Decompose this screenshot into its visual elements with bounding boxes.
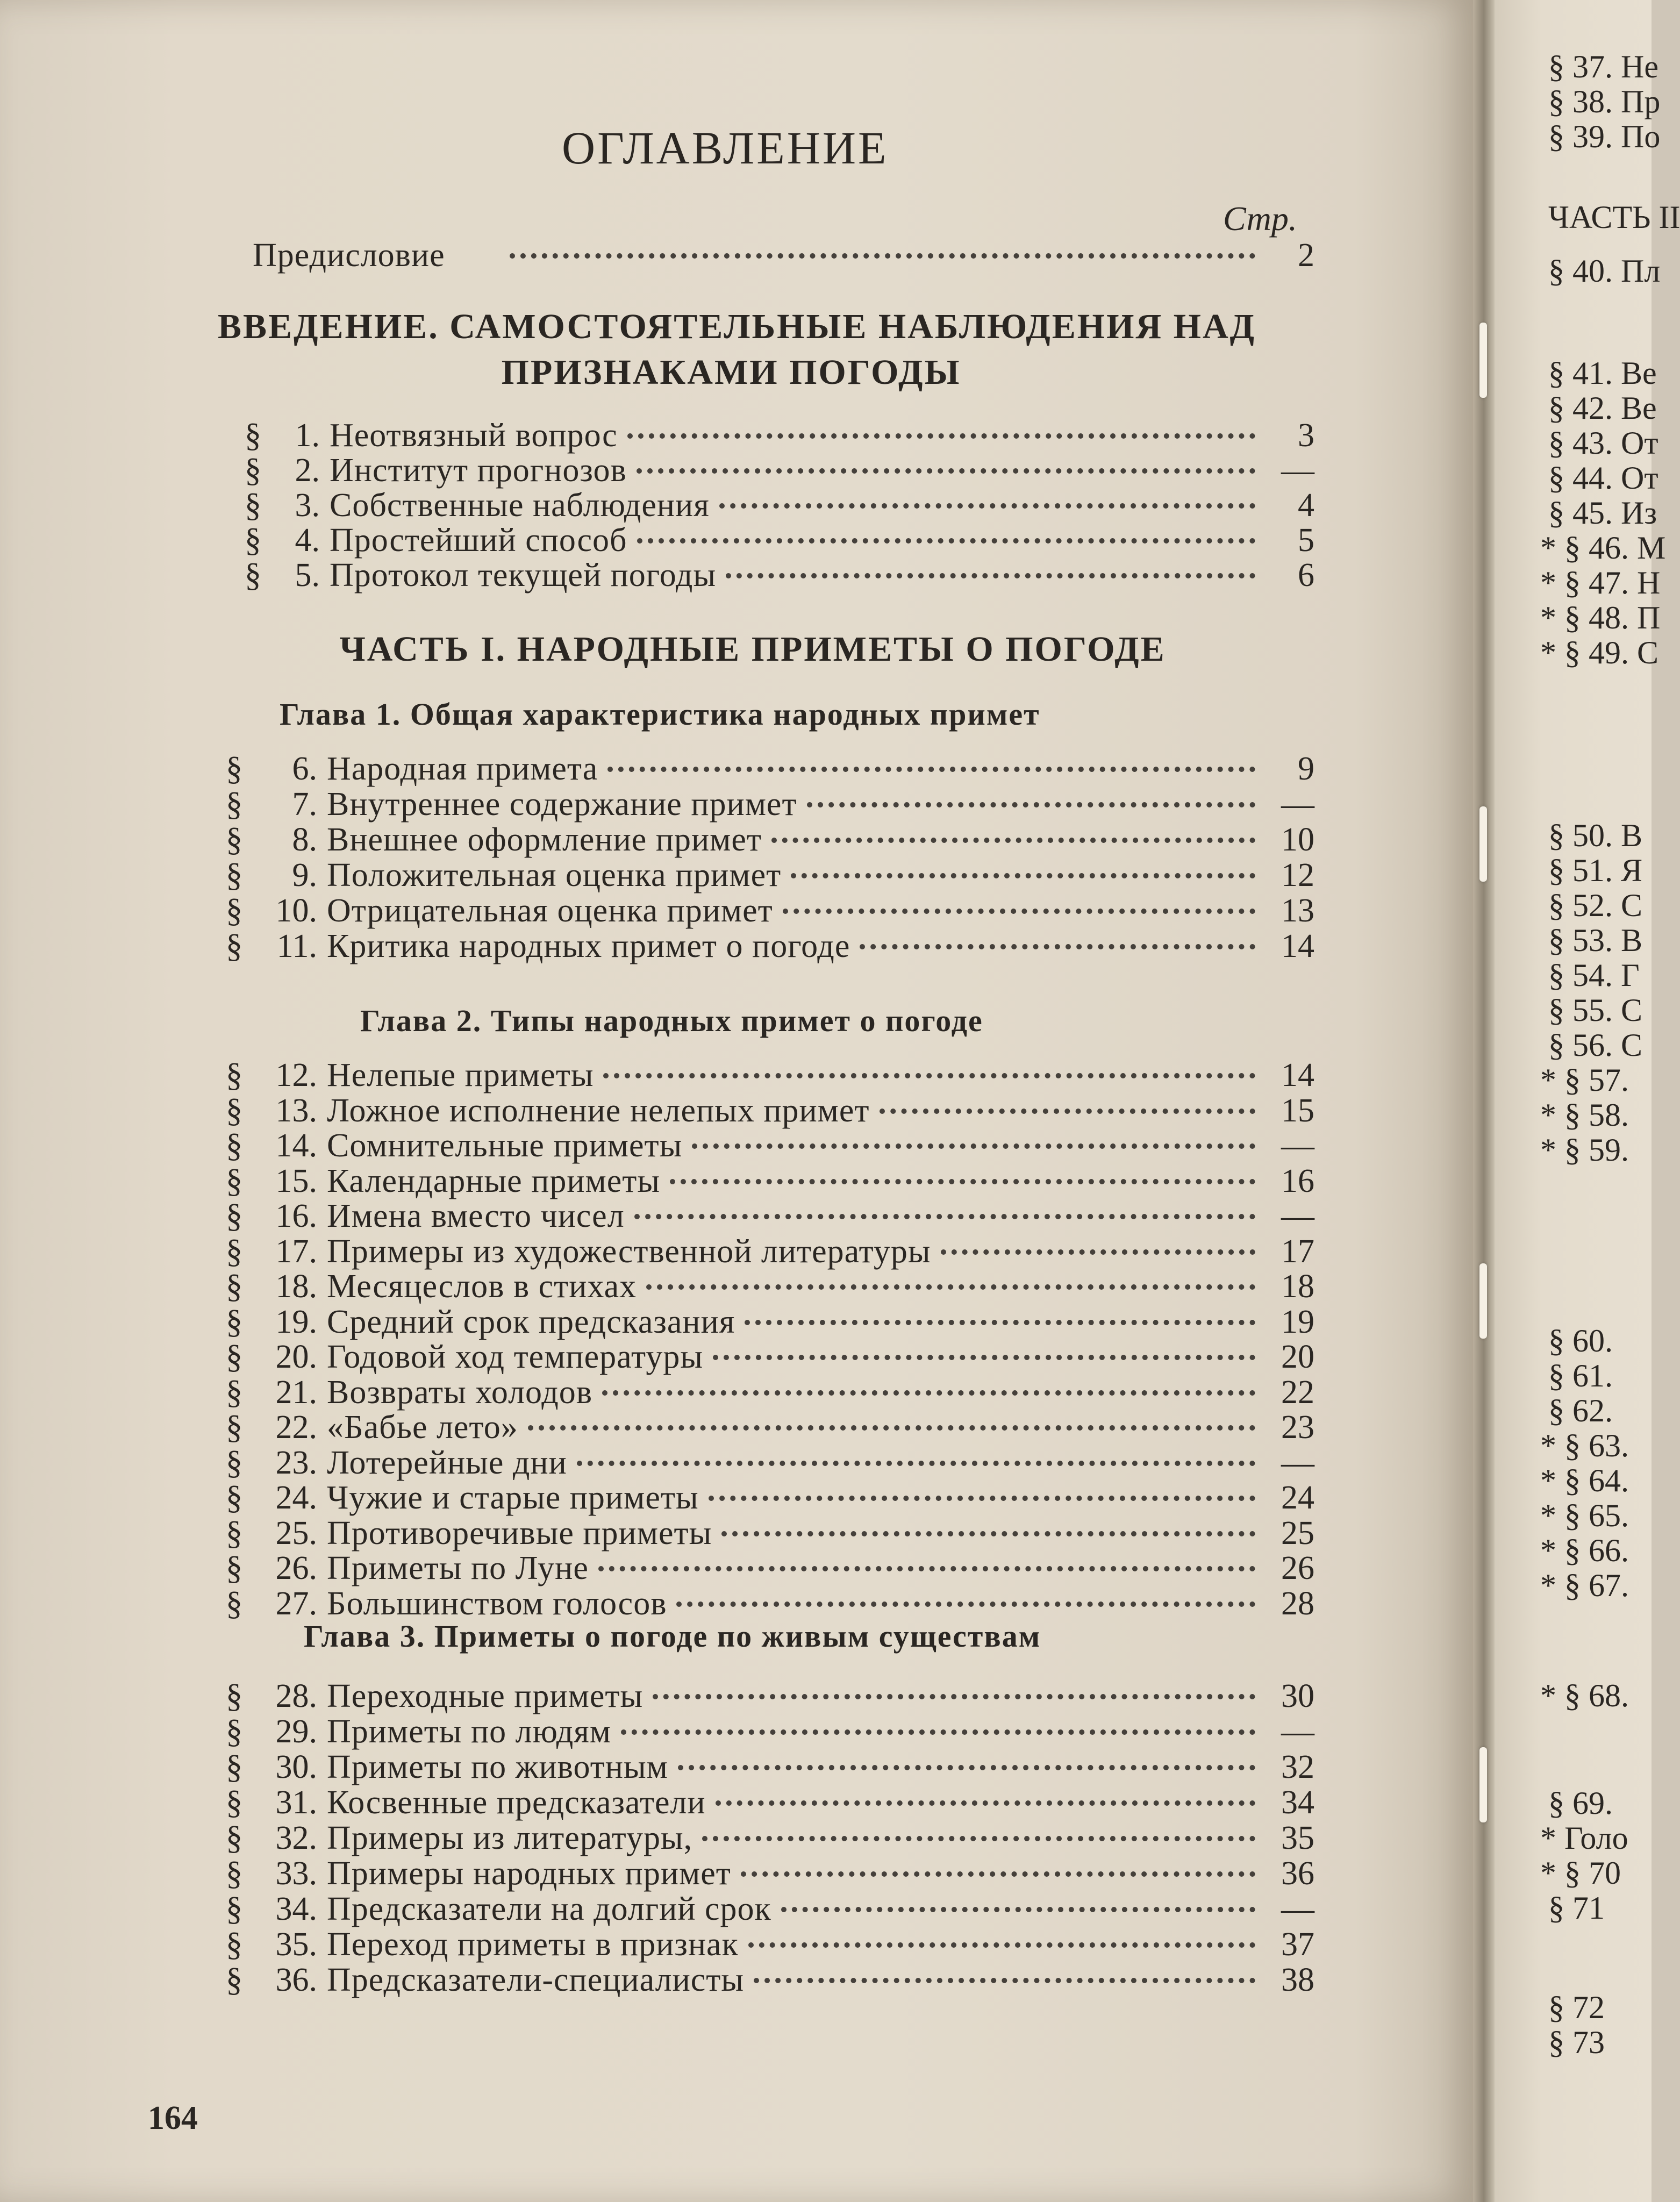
leader-dots [716, 1800, 1255, 1806]
section-number: 34. [275, 1891, 317, 1927]
toc-entry-text: Календарные приметы [327, 1162, 661, 1199]
leader-dots [709, 1496, 1255, 1501]
toc-page-number: 2 [1298, 237, 1314, 274]
right-page-fragment: § 53. В [1548, 923, 1643, 958]
toc-entry-text: Собственные наблюдения [330, 487, 710, 524]
section-sign: § [226, 1585, 242, 1622]
toc-entry-text: «Бабье лето» [327, 1409, 518, 1446]
leader-dots [598, 1566, 1255, 1571]
toc-page-number: 25 [1281, 1514, 1314, 1552]
toc-page-number: — [1281, 1127, 1314, 1164]
toc-page-number: 10 [1281, 821, 1314, 858]
toc-entry-text: Лотерейные дни [327, 1444, 567, 1481]
leader-dots [745, 1320, 1255, 1325]
right-page-fragment: § 50. В [1548, 818, 1643, 853]
toc-entry-text: Предсказатели на долгий срок [327, 1891, 771, 1927]
toc-row [226, 1819, 1314, 1858]
section-number: 12. [275, 1057, 317, 1093]
section-sign: § [226, 786, 242, 823]
binding-stitch [1479, 1747, 1487, 1822]
toc-entry-text: Примеры народных примет [327, 1855, 731, 1892]
section-number: 15. [275, 1162, 317, 1199]
section-number: 28. [275, 1678, 317, 1714]
toc-page-number: 14 [1281, 1057, 1314, 1093]
right-page-fragment: * § 58. [1540, 1097, 1629, 1133]
section-sign: § [226, 1514, 242, 1552]
section-number: 8. [292, 821, 317, 858]
toc-page-number: — [1281, 1891, 1314, 1927]
section-sign: § [226, 1784, 242, 1821]
toc-row [226, 1303, 1314, 1342]
section-number: 25. [275, 1514, 317, 1552]
leader-dots [719, 503, 1255, 509]
toc-page-number: 37 [1281, 1926, 1314, 1963]
leader-dots [726, 573, 1255, 578]
toc-page-number: — [1281, 1713, 1314, 1750]
toc-row [245, 452, 1314, 490]
section-sign: § [226, 1891, 242, 1927]
leader-dots [692, 1143, 1255, 1149]
toc-row [226, 1549, 1314, 1588]
intro-heading-line1: ВВЕДЕНИЕ. САМОСТОЯТЕЛЬНЫЕ НАБЛЮДЕНИЯ НАД [218, 307, 1256, 346]
right-page-fragment: § 52. С [1548, 888, 1643, 923]
right-page-fragment: § 71 [1548, 1890, 1605, 1926]
leader-dots [577, 1461, 1255, 1466]
right-page-fragment: * § 67. [1540, 1568, 1629, 1603]
section-sign: § [226, 1233, 242, 1270]
right-page-fragment: * § 65. [1540, 1498, 1629, 1533]
page-folio: 164 [148, 2100, 198, 2136]
toc-page-number: 26 [1281, 1550, 1314, 1586]
leader-dots [634, 1214, 1255, 1219]
toc-page-number: — [1281, 452, 1314, 489]
section-sign: § [226, 1127, 242, 1164]
section-number: 19. [275, 1303, 317, 1340]
toc-page-number: 30 [1281, 1678, 1314, 1714]
right-page-fragment: § 38. Пр [1548, 84, 1661, 119]
section-sign: § [245, 487, 261, 524]
chapter1-heading: Глава 1. Общая характеристика народных примет [280, 697, 1040, 732]
leader-dots [637, 538, 1255, 544]
leader-dots [741, 1871, 1255, 1877]
section-sign: § [226, 1550, 242, 1586]
toc-row [226, 1855, 1314, 1893]
toc-page-number: — [1281, 786, 1314, 823]
right-page-fragment: § 56. С [1548, 1027, 1643, 1063]
toc-page-number: 14 [1281, 928, 1314, 964]
leader-dots [771, 838, 1255, 843]
section-sign: § [226, 1268, 242, 1305]
toc-page-number: 6 [1298, 557, 1314, 594]
toc-entry-text: Имена вместо чисел [327, 1198, 625, 1234]
right-page-fragment: * § 59. [1540, 1132, 1629, 1168]
right-page-fragment: § 44. От [1548, 460, 1658, 496]
toc-row [226, 1162, 1314, 1201]
right-page-fragment: * § 64. [1540, 1463, 1629, 1498]
section-number: 30. [275, 1749, 317, 1785]
toc-row [226, 856, 1314, 895]
section-number: 20. [275, 1339, 317, 1375]
toc-page-number: 24 [1281, 1479, 1314, 1516]
section-number: 24. [275, 1479, 317, 1516]
toc-row [226, 1677, 1314, 1716]
toc-row [226, 1092, 1314, 1131]
section-sign: § [226, 1303, 242, 1340]
right-page-fragment: § 61. [1548, 1358, 1613, 1393]
toc-row [226, 1713, 1314, 1751]
section-number: 6. [292, 750, 317, 787]
right-page-fragment: * § 63. [1540, 1428, 1629, 1463]
right-page-fragment: § 45. Из [1548, 495, 1657, 531]
leader-dots [510, 253, 1255, 259]
section-sign: § [226, 1198, 242, 1234]
toc-entry-text: Предсказатели-специалисты [327, 1962, 745, 1998]
leader-dots [860, 944, 1255, 949]
right-page-fragment: § 69. [1548, 1785, 1613, 1821]
toc-entry-text: Приметы по людям [327, 1713, 612, 1750]
toc-page-number: 22 [1281, 1374, 1314, 1411]
toc-page-number: 38 [1281, 1962, 1314, 1998]
toc-page-number: 36 [1281, 1855, 1314, 1892]
section-number: 16. [275, 1198, 317, 1234]
toc-row [245, 487, 1314, 525]
toc-page-number: 17 [1281, 1233, 1314, 1270]
section-number: 10. [275, 892, 317, 929]
toc-entry-text: Переход приметы в признак [327, 1926, 739, 1963]
right-page-fragment: § 54. Г [1548, 957, 1640, 993]
right-page-fragment: * § 68. [1540, 1678, 1629, 1713]
toc-page-number: 13 [1281, 892, 1314, 929]
section-sign: § [226, 1820, 242, 1856]
leader-dots [646, 1284, 1255, 1290]
toc-page-number: 3 [1298, 417, 1314, 454]
toc-row [226, 1784, 1314, 1822]
toc-entry-text: Институт прогнозов [330, 452, 627, 489]
leader-dots [807, 802, 1255, 807]
toc-row [245, 556, 1314, 595]
toc-page-number: 4 [1298, 487, 1314, 524]
page-title: ОГЛАВЛЕНИЕ [562, 122, 889, 174]
leader-dots [880, 1109, 1255, 1114]
section-number: 2. [295, 452, 320, 489]
section-sign: § [226, 857, 242, 893]
toc-entry-text: Предисловие [253, 237, 445, 274]
toc-page-number: — [1281, 1198, 1314, 1234]
part1-heading: ЧАСТЬ I. НАРОДНЫЕ ПРИМЕТЫ О ПОГОДЕ [339, 630, 1166, 669]
section-number: 18. [275, 1268, 317, 1305]
right-page-fragment: * § 70 [1540, 1855, 1621, 1891]
right-page-fragment: ЧАСТЬ II [1548, 199, 1680, 235]
right-page-fragment: § 41. Ве [1548, 355, 1657, 391]
toc-page-number: 35 [1281, 1820, 1314, 1856]
section-sign: § [226, 1092, 242, 1129]
section-number: 5. [295, 557, 320, 594]
right-page-fragment: § 37. Не [1548, 49, 1658, 84]
right-page-fragment: * § 66. [1540, 1533, 1629, 1568]
toc-entry-text: Противоречивые приметы [327, 1514, 712, 1552]
section-number: 3. [295, 487, 320, 524]
toc-row [226, 1926, 1314, 1964]
toc-entry-text: Критика народных примет о погоде [327, 928, 850, 964]
section-sign: § [226, 1678, 242, 1714]
toc-row [226, 1748, 1314, 1787]
leader-dots [653, 1694, 1255, 1699]
toc-row [226, 927, 1314, 966]
right-page-fragment: * § 48. П [1540, 600, 1661, 635]
toc-page-number: — [1281, 1444, 1314, 1481]
toc-row [226, 1409, 1314, 1447]
toc-entry-text: Приметы по животным [327, 1749, 668, 1785]
section-sign: § [226, 1162, 242, 1199]
right-page-fragment: § 43. От [1548, 425, 1658, 461]
toc-row [226, 821, 1314, 860]
right-page-fragment: § 39. По [1548, 119, 1661, 154]
section-sign: § [245, 417, 261, 454]
section-number: 9. [292, 857, 317, 893]
chapter2-heading: Глава 2. Типы народных примет о погоде [360, 1003, 983, 1038]
toc-row [226, 1056, 1314, 1095]
section-sign: § [226, 1479, 242, 1516]
binding-stitch [1479, 323, 1487, 398]
leader-dots [528, 1425, 1255, 1431]
toc-page-number: 23 [1281, 1409, 1314, 1446]
right-page-fragment: § 72 [1548, 1990, 1605, 2025]
toc-page-number: 20 [1281, 1339, 1314, 1375]
toc-row [226, 1268, 1314, 1306]
toc-row [226, 892, 1314, 931]
leader-dots [670, 1179, 1255, 1184]
toc-row [226, 1233, 1314, 1271]
page-column-label: Стр. [1223, 199, 1297, 238]
leader-dots [621, 1729, 1255, 1735]
toc-entry-text: Примеры из художественной литературы [327, 1233, 931, 1270]
toc-row [226, 1961, 1314, 2000]
toc-entry-text: Возвраты холодов [327, 1374, 593, 1411]
binding-stitch [1479, 1263, 1487, 1339]
section-number: 14. [275, 1127, 317, 1164]
right-page-fragment: § 42. Ве [1548, 390, 1657, 426]
toc-row [226, 1197, 1314, 1236]
section-sign: § [226, 1713, 242, 1750]
toc-entry-text: Чужие и старые приметы [327, 1479, 699, 1516]
chapter3-heading: Глава 3. Приметы о погоде по живым существам [304, 1619, 1041, 1654]
toc-page-number: 19 [1281, 1303, 1314, 1340]
toc-entry-text: Нелепые приметы [327, 1057, 594, 1093]
right-page-fragment: * Голо [1540, 1820, 1628, 1856]
toc-row [226, 1127, 1314, 1166]
leader-dots [676, 1602, 1255, 1607]
intro-heading-line2: ПРИЗНАКАМИ ПОГОДЫ [501, 353, 961, 392]
toc-entry-text: Сомнительные приметы [327, 1127, 683, 1164]
toc-entry-text: Протокол текущей погоды [330, 557, 717, 594]
toc-entry-text: Положительная оценка примет [327, 857, 782, 893]
section-number: 1. [295, 417, 320, 454]
toc-entry-text: Отрицательная оценка примет [327, 892, 773, 929]
toc-page-number: 32 [1281, 1749, 1314, 1785]
section-sign: § [226, 821, 242, 858]
toc-row [245, 521, 1314, 560]
toc-row [245, 417, 1314, 455]
toc-entry-text: Простейший способ [330, 522, 627, 559]
toc-entry-text: Внешнее оформление примет [327, 821, 762, 858]
toc-row [226, 1890, 1314, 1929]
leader-dots [791, 873, 1255, 878]
section-sign: § [226, 1409, 242, 1446]
leader-dots [754, 1978, 1255, 1983]
section-number: 26. [275, 1550, 317, 1586]
toc-page-number: 16 [1281, 1162, 1314, 1199]
section-number: 7. [292, 786, 317, 823]
toc-page-number: 12 [1281, 857, 1314, 893]
right-page-fragment: § 60. [1548, 1323, 1613, 1359]
right-page-fragment: § 73 [1548, 2025, 1605, 2060]
leader-dots [748, 1942, 1255, 1948]
leader-dots [713, 1355, 1255, 1360]
toc-page-number: 28 [1281, 1585, 1314, 1622]
section-sign: § [226, 1855, 242, 1892]
right-page-fragment: * § 49. С [1540, 635, 1659, 670]
toc-row [226, 785, 1314, 824]
toc-entry-text: Большинством голосов [327, 1585, 667, 1622]
right-page-fragment: § 40. Пл [1548, 253, 1661, 289]
section-sign: § [226, 750, 242, 787]
toc-row [226, 1338, 1314, 1377]
toc-entry-text: Народная примета [327, 750, 598, 787]
leader-dots [781, 1907, 1255, 1912]
section-sign: § [245, 452, 261, 489]
section-number: 33. [275, 1855, 317, 1892]
section-number: 27. [275, 1585, 317, 1622]
toc-entry-text: Переходные приметы [327, 1678, 644, 1714]
toc-entry-text: Месяцеслов в стихах [327, 1268, 637, 1305]
section-sign: § [226, 1926, 242, 1963]
section-sign: § [226, 1962, 242, 1998]
toc-page-number: 18 [1281, 1268, 1314, 1305]
toc-page-number: 34 [1281, 1784, 1314, 1821]
right-page-fragment: § 55. С [1548, 992, 1643, 1028]
section-number: 32. [275, 1820, 317, 1856]
toc-page-number: 15 [1281, 1092, 1314, 1129]
section-number: 22. [275, 1409, 317, 1446]
leader-dots [602, 1390, 1255, 1396]
toc-entry-text: Годовой ход температуры [327, 1339, 703, 1375]
toc-row [226, 750, 1314, 789]
section-sign: § [226, 892, 242, 929]
leader-dots [678, 1765, 1255, 1770]
toc-row [226, 1514, 1314, 1553]
section-number: 13. [275, 1092, 317, 1129]
section-sign: § [226, 1057, 242, 1093]
toc-entry-text: Примеры из литературы, [327, 1820, 693, 1856]
leader-dots [721, 1531, 1255, 1536]
right-page-fragment: § 51. Я [1548, 853, 1643, 888]
toc-row [226, 1374, 1314, 1412]
toc-row [226, 1479, 1314, 1518]
section-sign: § [226, 1749, 242, 1785]
toc-entry-text: Приметы по Луне [327, 1550, 589, 1586]
section-sign: § [226, 1374, 242, 1411]
toc-entry-text: Косвенные предсказатели [327, 1784, 706, 1821]
toc-row [226, 1444, 1314, 1483]
right-page-fragment: * § 46. М [1540, 530, 1666, 566]
binding-stitch [1479, 806, 1487, 882]
section-sign: § [245, 522, 261, 559]
toc-row [226, 1585, 1314, 1624]
toc-page-number: 5 [1298, 522, 1314, 559]
toc-entry-text: Ложное исполнение нелепых примет [327, 1092, 870, 1129]
leader-dots [603, 1073, 1255, 1078]
toc-entry-text: Неотвязный вопрос [330, 417, 618, 454]
leader-dots [637, 468, 1255, 474]
toc-entry-text: Средний срок предсказания [327, 1303, 735, 1340]
section-number: 11. [276, 928, 317, 964]
section-sign: § [226, 1339, 242, 1375]
right-page-fragment: * § 57. [1540, 1062, 1629, 1098]
section-number: 35. [275, 1926, 317, 1963]
toc-page-number: 9 [1298, 750, 1314, 787]
section-number: 4. [295, 522, 320, 559]
toc-row-preface [253, 237, 1314, 275]
section-sign: § [226, 1444, 242, 1481]
section-number: 36. [275, 1962, 317, 1998]
section-number: 31. [275, 1784, 317, 1821]
leader-dots [627, 433, 1255, 439]
section-sign: § [245, 557, 261, 594]
section-sign: § [226, 928, 242, 964]
section-number: 17. [275, 1233, 317, 1270]
section-number: 29. [275, 1713, 317, 1750]
right-page-fragment: § 62. [1548, 1393, 1613, 1428]
toc-entry-text: Внутреннее содержание примет [327, 786, 797, 823]
leader-dots [941, 1249, 1255, 1255]
right-page-fragment: * § 47. Н [1540, 565, 1661, 600]
leader-dots [783, 909, 1255, 914]
leader-dots [607, 767, 1255, 772]
section-number: 23. [275, 1444, 317, 1481]
section-number: 21. [275, 1374, 317, 1411]
leader-dots [702, 1836, 1255, 1841]
